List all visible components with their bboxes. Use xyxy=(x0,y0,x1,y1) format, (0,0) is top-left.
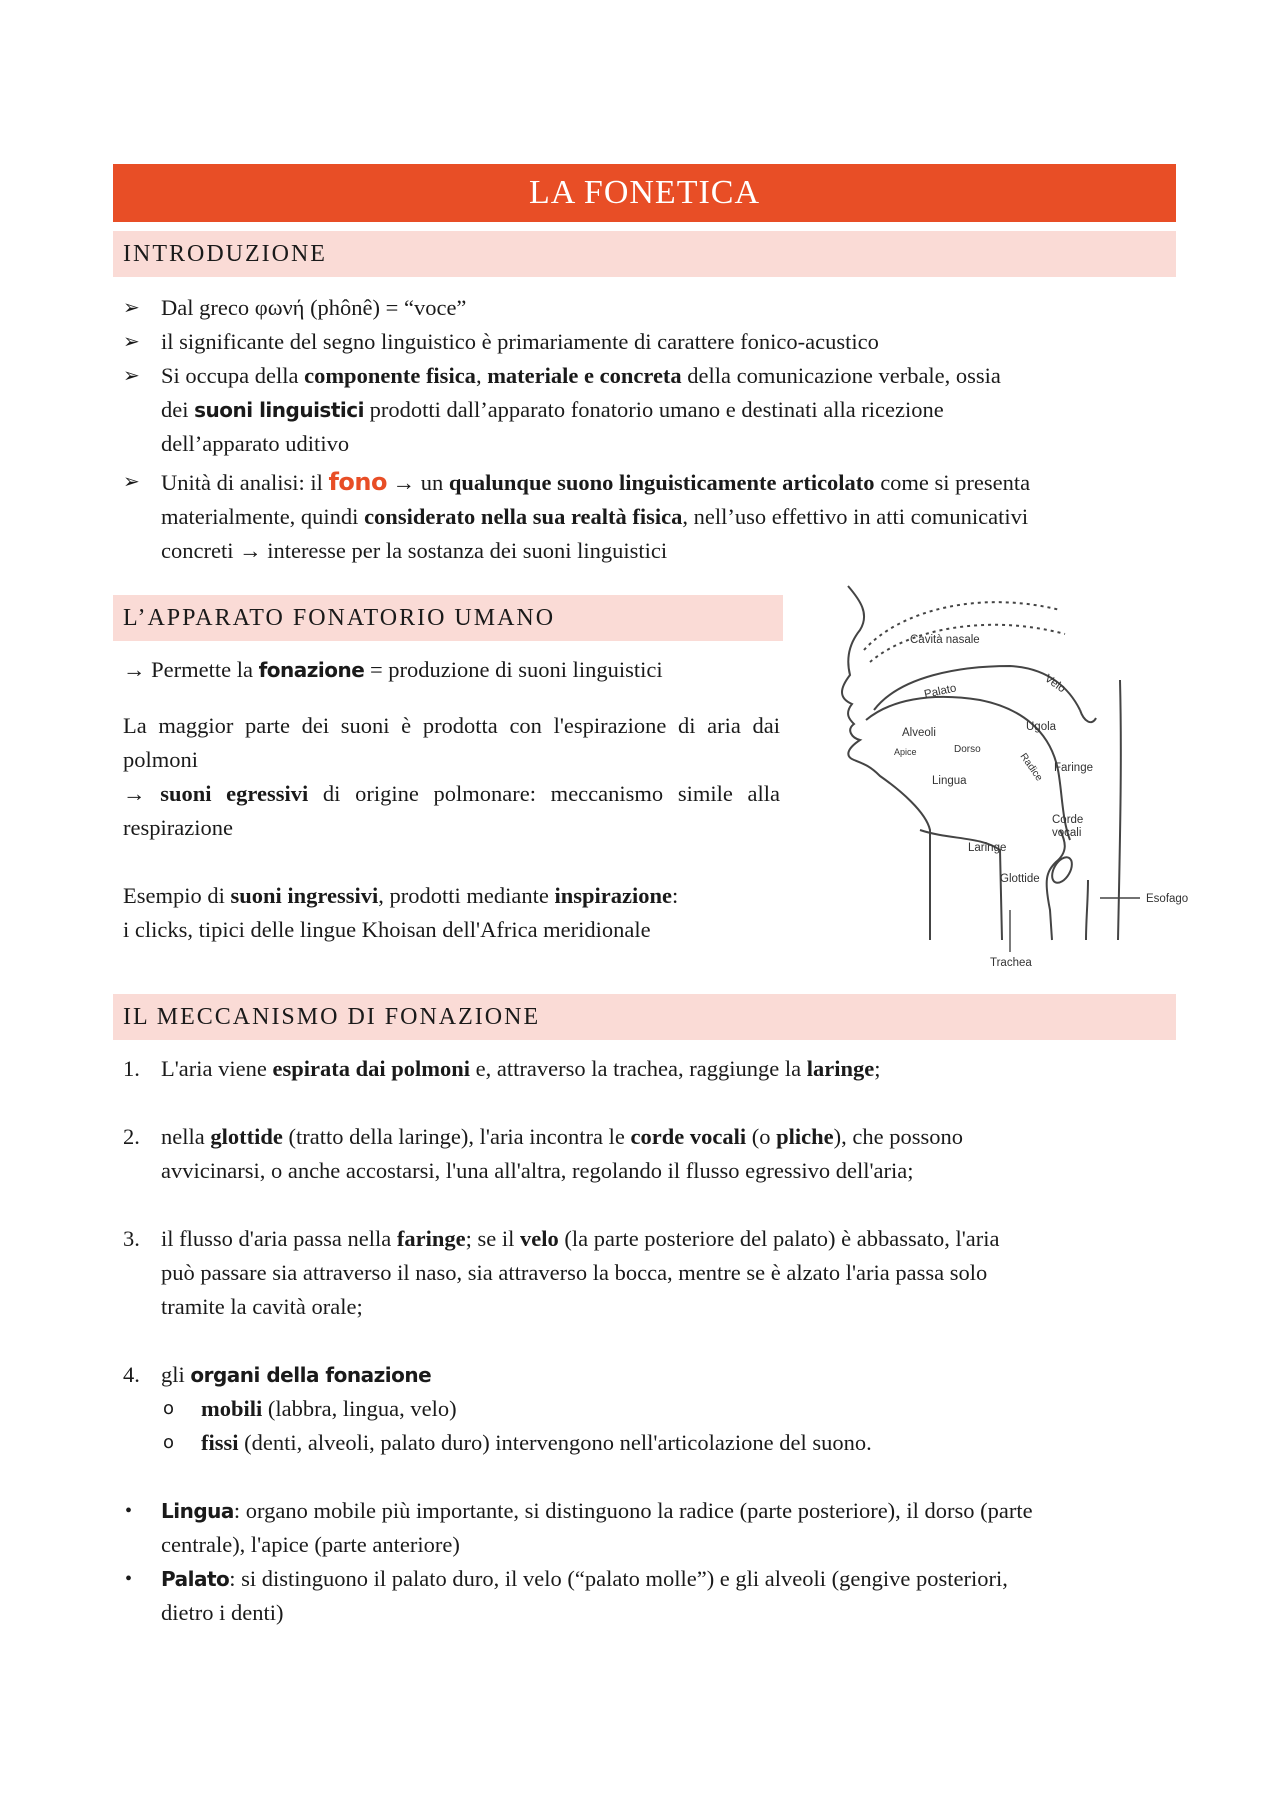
label-vocali: vocali xyxy=(1052,827,1082,839)
section-heading-apparato: L’APPARATO FONATORIO UMANO xyxy=(113,595,783,641)
label-palato: Palato xyxy=(923,682,958,701)
pharynx-back-wall xyxy=(1118,680,1121,940)
label-apice: Apice xyxy=(894,747,917,757)
bullet-item: • Palato: si distinguono il palato duro, il velo (“palato molle”) e gli alveoli (gengive posteriori, dietro i denti) xyxy=(125,1566,1008,1625)
list-item: 2. nella glottide (tratto della laringe), l'aria incontra le corde vocali (o pliche), che possono avvicinarsi, o anche accostarsi, l'una all'altra, regolando il flusso egressivo dell'aria; xyxy=(123,1124,963,1183)
list-item: ➢ Dal greco φωνή (phônê) = “voce” xyxy=(113,291,1176,325)
label-radice: Radice xyxy=(1017,751,1045,784)
label-glottide: Glottide xyxy=(1000,873,1040,885)
label-laringe: Laringe xyxy=(968,842,1007,854)
uvula-outline xyxy=(1080,710,1096,722)
label-alveoli: Alveoli xyxy=(902,727,936,739)
arrowhead-bullet-icon: ➢ xyxy=(123,331,140,353)
label-dorso: Dorso xyxy=(954,744,981,755)
list-item: ➢ il significante del segno linguistico è primariamente di carattere fonico-acustico xyxy=(113,325,1176,359)
section-heading-meccanismo: IL MECCANISMO DI FONAZIONE xyxy=(113,994,1176,1040)
section-heading-introduzione: INTRODUZIONE xyxy=(113,231,1176,277)
highlight-term: suoni linguistici xyxy=(194,398,364,422)
label-ugola: Ugola xyxy=(1026,721,1057,733)
label-cavita-nasale: Cavità nasale xyxy=(910,634,980,646)
list-item: 4. gli organi della fonazione xyxy=(123,1362,432,1387)
paragraph: i clicks, tipici delle lingue Khoisan dell'Africa meridionale xyxy=(123,917,651,942)
list-item: 1. L'aria viene espirata dai polmoni e, attraverso la trachea, raggiunge la laringe; xyxy=(123,1056,881,1081)
list-item: ➢ Si occupa della componente fisica, materiale e concreta della comunicazione verbale, ossia dei suoni linguistici prodotti dall’apparato fonatorio umano e destinati alla ricezione dell’apparato uditivo xyxy=(113,359,1176,461)
page-title: LA FONETICA xyxy=(113,164,1176,222)
highlight-term: fono xyxy=(328,468,387,496)
label-lingua: Lingua xyxy=(932,775,967,787)
apparato-text xyxy=(123,653,780,947)
label-velo: Velo xyxy=(1042,672,1068,696)
list-item: 3. il flusso d'aria passa nella faringe; se il velo (la parte posteriore del palato) è abbassato, l'aria può passare sia attraverso il naso, sia attraverso la bocca, mentre se è alzato l'aria passa solo tramite la cavità orale; xyxy=(123,1226,1000,1319)
text-line: → Permette la fonazione = produzione di suoni linguistici xyxy=(123,657,663,682)
sub-list-item: o mobili (labbra, lingua, velo) xyxy=(163,1396,457,1421)
meccanismo-list xyxy=(113,1052,1176,1630)
bullet-item: • Lingua: organo mobile più importante, si distinguono la radice (parte posteriore), il dorso (parte centrale), l'apice (parte anteriore) xyxy=(125,1498,1033,1557)
arrowhead-bullet-icon: ➢ xyxy=(123,365,140,387)
larynx-outline xyxy=(1047,830,1065,940)
label-esofago: Esofago xyxy=(1146,893,1189,905)
intro-list xyxy=(113,291,1176,568)
arrowhead-bullet-icon: ➢ xyxy=(123,471,140,493)
paragraph: Esempio di suoni ingressivi, prodotti mediante inspirazione: xyxy=(123,883,679,908)
list-item: ➢ Unità di analisi: il fono → un qualunque suono linguisticamente articolato come si presenta materialmente, quindi considerato nella sua realtà fisica, nell’uso effettivo in atti comunicativi concreti → interesse per la sostanza dei suoni linguistici xyxy=(113,465,1176,568)
label-trachea: Trachea xyxy=(990,957,1032,969)
arrowhead-bullet-icon: ➢ xyxy=(123,297,140,319)
highlight-term: Lingua xyxy=(161,1499,234,1523)
highlight-term: Palato xyxy=(161,1567,230,1591)
highlight-term: fonazione xyxy=(258,658,365,682)
vocal-folds-shape xyxy=(1048,854,1076,886)
esophagus-outline xyxy=(1086,880,1088,940)
paragraph: → suoni egressivi di origine polmonare: meccanismo simile alla respirazione xyxy=(123,781,780,840)
paragraph: La maggior parte dei suoni è prodotta con l'espirazione di aria dai polmoni xyxy=(123,713,780,772)
vocal-tract-diagram xyxy=(830,580,1189,970)
highlight-term: organi della fonazione xyxy=(190,1363,432,1387)
label-faringe: Faringe xyxy=(1054,762,1093,774)
label-corde: Corde xyxy=(1052,814,1084,826)
sub-list-item: o fissi (denti, alveoli, palato duro) intervengono nell'articolazione del suono. xyxy=(163,1430,872,1455)
